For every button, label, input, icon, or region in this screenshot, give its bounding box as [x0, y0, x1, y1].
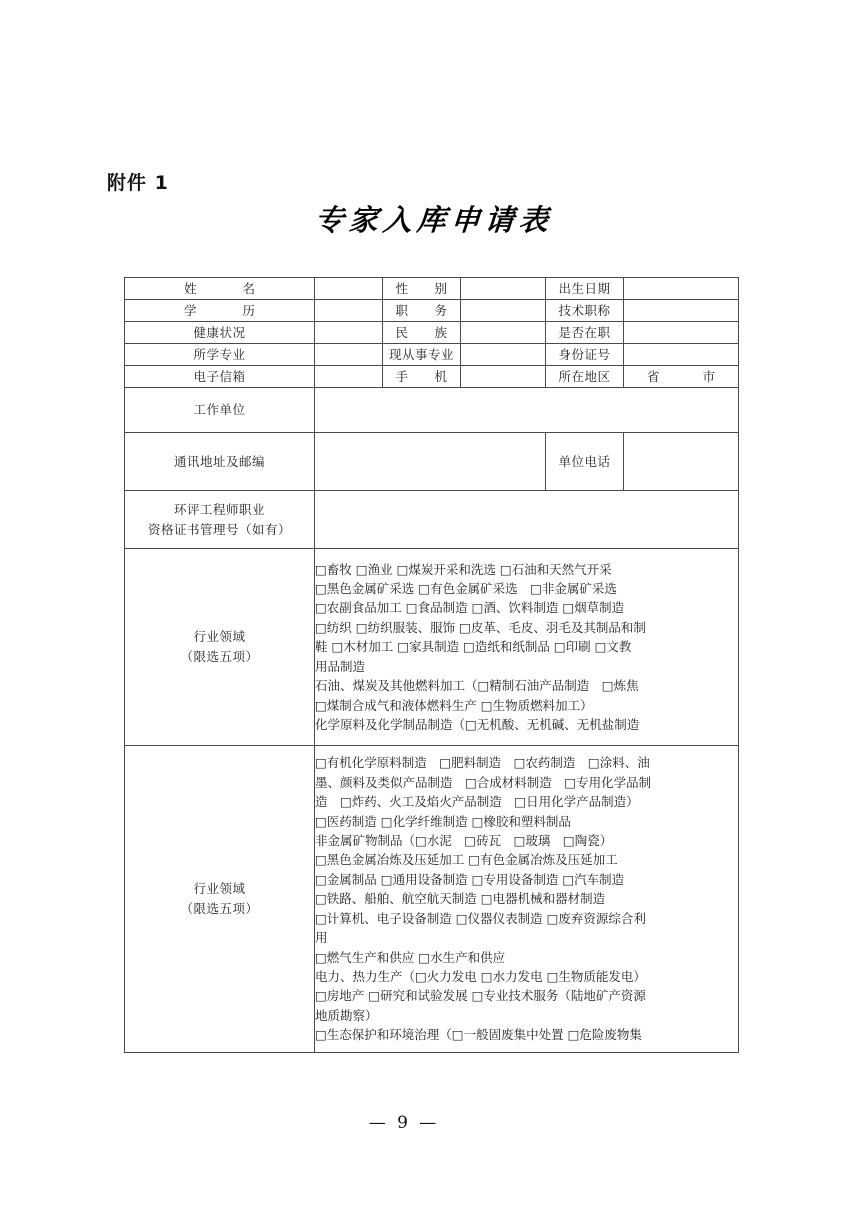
- field-label-current-profession: 现从事专业: [383, 344, 461, 366]
- industry-item-line[interactable]: 石油、煤炭及其他燃料加工（□精制石油产品制造 □炼焦: [315, 678, 639, 694]
- table-row: [125, 388, 739, 433]
- field-value-work-unit[interactable]: [315, 388, 739, 433]
- field-value-education[interactable]: [315, 300, 383, 322]
- table-row: [125, 491, 739, 549]
- industry-checklist-2[interactable]: [315, 746, 739, 1053]
- industry-item-line[interactable]: □医药制造 □化学纤维制造 □橡胶和塑料制品: [315, 813, 571, 829]
- industry-item-line[interactable]: 墨、颜料及类似产品制造 □合成材料制造 □专用化学品制: [315, 774, 652, 790]
- field-value-employment-status[interactable]: [624, 322, 739, 344]
- field-label-address: 通讯地址及邮编: [125, 433, 315, 491]
- industry-label-line1: 行业领域: [193, 881, 246, 896]
- field-label-health: 健康状况: [125, 322, 315, 344]
- industry-item-line[interactable]: □金属制品 □通用设备制造 □专用设备制造 □汽车制造: [315, 871, 625, 887]
- field-label-gender: 性 别: [383, 278, 461, 300]
- field-value-unit-phone[interactable]: [624, 433, 739, 491]
- table-row: [125, 344, 739, 366]
- page-title: 专家入库申请表: [313, 203, 555, 237]
- field-value-major[interactable]: [315, 344, 383, 366]
- field-label-employment-status: 是否在职: [546, 322, 624, 344]
- industry-item-line[interactable]: 非金属矿物制品（□水泥 □砖瓦 □玻璃 □陶瓷）: [315, 833, 613, 849]
- table-row: [125, 366, 739, 388]
- industry-item-line[interactable]: 用: [315, 930, 328, 946]
- field-label-name: 姓 名: [125, 278, 315, 300]
- field-label-unit-phone: 单位电话: [546, 433, 624, 491]
- industry-item-line[interactable]: □有机化学原料制造 □肥料制造 □农药制造 □涂料、油: [315, 755, 650, 771]
- field-label-ethnicity: 民 族: [383, 322, 461, 344]
- table-row: [125, 549, 739, 746]
- field-label-mobile: 手 机: [383, 366, 461, 388]
- field-label-id-number: 身份证号: [546, 344, 624, 366]
- field-value-gender[interactable]: [461, 278, 546, 300]
- field-label-industry-1: [125, 549, 315, 746]
- industry-item-line[interactable]: 电力、热力生产（□火力发电 □水力发电 □生物质能发电）: [315, 968, 646, 984]
- industry-item-line[interactable]: □畜牧 □渔业 □煤炭开采和洗选 □石油和天然气开采: [315, 561, 612, 577]
- page-number: — 9 —: [368, 1113, 440, 1133]
- field-value-position[interactable]: [461, 300, 546, 322]
- industry-item-line[interactable]: □农副食品加工 □食品制造 □酒、饮料制造 □烟草制造: [315, 600, 625, 616]
- industry-checklist-1[interactable]: [315, 549, 739, 746]
- industry-item-line[interactable]: □纺织 □纺织服装、服饰 □皮革、毛皮、羽毛及其制品和制: [315, 619, 646, 635]
- field-value-name[interactable]: [315, 278, 383, 300]
- field-value-email[interactable]: [315, 366, 383, 388]
- eia-cert-label-line2: 资格证书管理号（如有）: [147, 521, 291, 537]
- field-label-education: 学 历: [125, 300, 315, 322]
- industry-item-line[interactable]: □生态保护和环境治理（□一般固废集中处置 □危险废物集: [315, 1027, 642, 1043]
- field-label-work-unit: 工作单位: [125, 388, 315, 433]
- field-value-id-number[interactable]: [624, 344, 739, 366]
- industry-label-line2: （限选五项）: [180, 901, 259, 916]
- field-label-technical-title: 技术职称: [546, 300, 624, 322]
- industry-item-line[interactable]: 鞋 □木材加工 □家具制造 □造纸和纸制品 □印刷 □文教: [315, 639, 632, 655]
- field-value-technical-title[interactable]: [624, 300, 739, 322]
- industry-item-line[interactable]: □铁路、船舶、航空航天制造 □电器机械和器材制造: [315, 891, 606, 907]
- eia-cert-label-line1: 环评工程师职业: [173, 502, 265, 518]
- field-value-health[interactable]: [315, 322, 383, 344]
- field-label-eia-certificate: [125, 491, 315, 549]
- field-label-email: 电子信箱: [125, 366, 315, 388]
- industry-item-line[interactable]: 化学原料及化学制品制造（□无机酸、无机碱、无机盐制造: [315, 716, 640, 732]
- industry-item-line[interactable]: 用品制造: [315, 658, 366, 674]
- industry-item-line[interactable]: □燃气生产和供应 □水生产和供应: [315, 949, 506, 965]
- field-label-major: 所学专业: [125, 344, 315, 366]
- table-row: [125, 322, 739, 344]
- field-value-eia-certificate[interactable]: [315, 491, 739, 549]
- attachment-label: 附件 1: [107, 172, 169, 194]
- industry-label-line1: 行业领域: [193, 629, 246, 644]
- industry-item-line[interactable]: □房地产 □研究和试验发展 □专业技术服务（陆地矿产资源: [315, 988, 646, 1004]
- field-label-birthdate: 出生日期: [546, 278, 624, 300]
- field-value-birthdate[interactable]: [624, 278, 739, 300]
- field-value-ethnicity[interactable]: [461, 322, 546, 344]
- industry-label-line2: （限选五项）: [180, 649, 259, 664]
- field-value-region[interactable]: 省 市: [624, 366, 739, 388]
- industry-item-line[interactable]: 造 □炸药、火工及焰火产品制造 □日用化学产品制造）: [315, 794, 639, 810]
- field-label-region: 所在地区: [546, 366, 624, 388]
- field-label-position: 职 务: [383, 300, 461, 322]
- field-value-mobile[interactable]: [461, 366, 546, 388]
- table-row: [125, 433, 739, 491]
- field-value-address[interactable]: [315, 433, 546, 491]
- table-row: [125, 746, 739, 1053]
- table-row: [125, 278, 739, 300]
- industry-item-line[interactable]: □煤制合成气和液体燃料生产 □生物质燃料加工）: [315, 697, 593, 713]
- industry-item-line[interactable]: □黑色金属冶炼及压延加工 □有色金属冶炼及压延加工: [315, 852, 618, 868]
- expert-application-form-table: [124, 277, 739, 1053]
- field-label-industry-2: [125, 746, 315, 1053]
- industry-item-line[interactable]: □计算机、电子设备制造 □仪器仪表制造 □废弃资源综合利: [315, 910, 646, 926]
- industry-item-line[interactable]: 地质勘察）: [315, 1007, 378, 1023]
- table-row: [125, 300, 739, 322]
- industry-item-line[interactable]: □黑色金属矿采选 □有色金属矿采选 □非金属矿采选: [315, 581, 617, 597]
- field-value-current-profession[interactable]: [461, 344, 546, 366]
